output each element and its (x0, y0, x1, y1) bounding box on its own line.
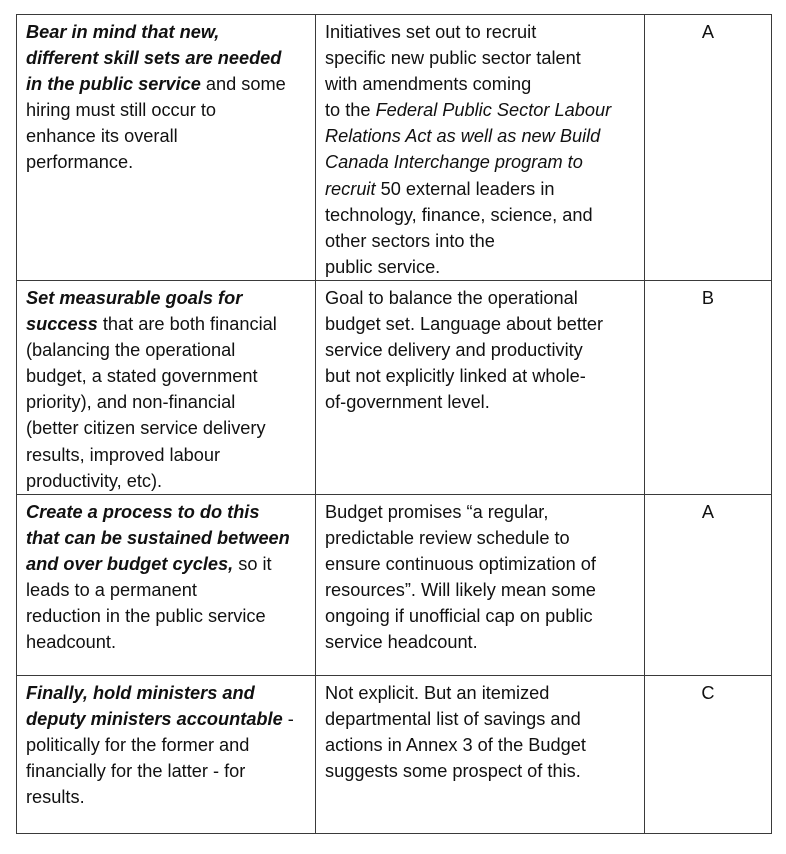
criterion-text: results. (26, 787, 85, 808)
assessment-text: Initiatives set out to recruit (325, 22, 537, 42)
grade-cell (645, 15, 772, 281)
assessment-text: predictable review schedule to (325, 527, 570, 548)
table-row (17, 15, 772, 281)
assessment-cell (316, 281, 645, 495)
criterion-bold-text: deputy ministers accountable (26, 708, 283, 729)
assessment-text: to the (325, 100, 376, 121)
table-row (17, 675, 772, 833)
grade-label: B (701, 288, 715, 308)
assessment-table (16, 14, 772, 834)
criterion-bold-text: that can be sustained between (26, 527, 290, 548)
assessment-text: public service. (325, 256, 441, 277)
assessment-text: service delivery and productivity (325, 340, 583, 361)
assessment-cell (316, 675, 645, 833)
assessment-text: service headcount. (325, 632, 478, 653)
criterion-text: headcount. (26, 632, 117, 653)
assessment-text: budget set. Language about better (325, 314, 604, 335)
assessment-text: but not explicitly linked at whole- (325, 366, 586, 387)
criterion-cell (17, 675, 316, 833)
criterion-text: - (282, 708, 294, 729)
criterion-cell (17, 494, 316, 675)
criterion-text: performance. (26, 152, 134, 173)
assessment-text: ensure continuous optimization of (325, 553, 596, 574)
criterion-text: that are both financial (97, 314, 277, 335)
assessment-text: of-government level. (325, 392, 490, 413)
criterion-text: reduction in the public service (26, 606, 266, 627)
assessment-text: Budget promises “a regular, (325, 501, 549, 522)
assessment-italic-text: Federal Public Sector Labour (375, 100, 612, 121)
criterion-text: priority), and non-financial (26, 392, 236, 413)
grade-label: A (701, 22, 715, 42)
criterion-text: (better citizen service delivery (26, 418, 266, 439)
criterion-text: politically for the former and (26, 734, 250, 755)
criterion-bold-text: different skill sets are needed (26, 48, 282, 69)
grade-cell (645, 281, 772, 495)
assessment-italic-text: Relations Act as well as new Build (325, 126, 601, 147)
criterion-text: leads to a permanent (26, 580, 197, 601)
criterion-text: results, improved labour (26, 444, 221, 465)
assessment-cell (316, 494, 645, 675)
criterion-text: hiring must still occur to (26, 100, 217, 121)
criterion-cell (17, 281, 316, 495)
criterion-text: enhance its overall (26, 126, 178, 147)
criterion-bold-text: Finally, hold ministers and (26, 682, 255, 703)
criterion-text: and some (200, 74, 286, 95)
grade-label: A (701, 501, 715, 522)
criterion-text: productivity, etc). (26, 470, 163, 491)
assessment-text: resources”. Will likely mean some (325, 580, 596, 601)
table-row (17, 281, 772, 495)
criterion-text: so it (233, 553, 272, 574)
assessment-text: other sectors into the (325, 230, 495, 251)
assessment-text: actions in Annex 3 of the Budget (325, 734, 586, 755)
criterion-bold-text: success (26, 314, 98, 335)
criterion-bold-text: Set measurable goals for (26, 288, 243, 308)
grade-cell (645, 675, 772, 833)
assessment-text: Not explicit. But an itemized (325, 682, 550, 703)
assessment-text: departmental list of savings and (325, 708, 581, 729)
assessment-text: suggests some prospect of this. (325, 761, 581, 782)
assessment-italic-text: Canada Interchange program to (325, 152, 583, 173)
assessment-text: Goal to balance the operational (325, 288, 578, 308)
assessment-text: with amendments coming (325, 74, 532, 95)
assessment-text: 50 external leaders in (375, 178, 555, 199)
criterion-bold-text: Create a process to do this (26, 501, 260, 522)
criterion-bold-text: in the public service (26, 74, 201, 95)
criterion-text: (balancing the operational (26, 340, 236, 361)
assessment-text: ongoing if unofficial cap on public (325, 606, 593, 627)
assessment-cell (316, 15, 645, 281)
grade-cell (645, 494, 772, 675)
criterion-bold-text: Bear in mind that new, (26, 22, 220, 42)
criterion-cell (17, 15, 316, 281)
table-row (17, 494, 772, 675)
criterion-text: budget, a stated government (26, 366, 258, 387)
assessment-text: technology, finance, science, and (325, 204, 593, 225)
grade-label: C (701, 682, 715, 703)
assessment-text: specific new public sector talent (325, 48, 581, 69)
assessment-italic-text: recruit (325, 178, 376, 199)
criterion-text: financially for the latter - for (26, 761, 246, 782)
criterion-bold-text: and over budget cycles, (26, 553, 234, 574)
